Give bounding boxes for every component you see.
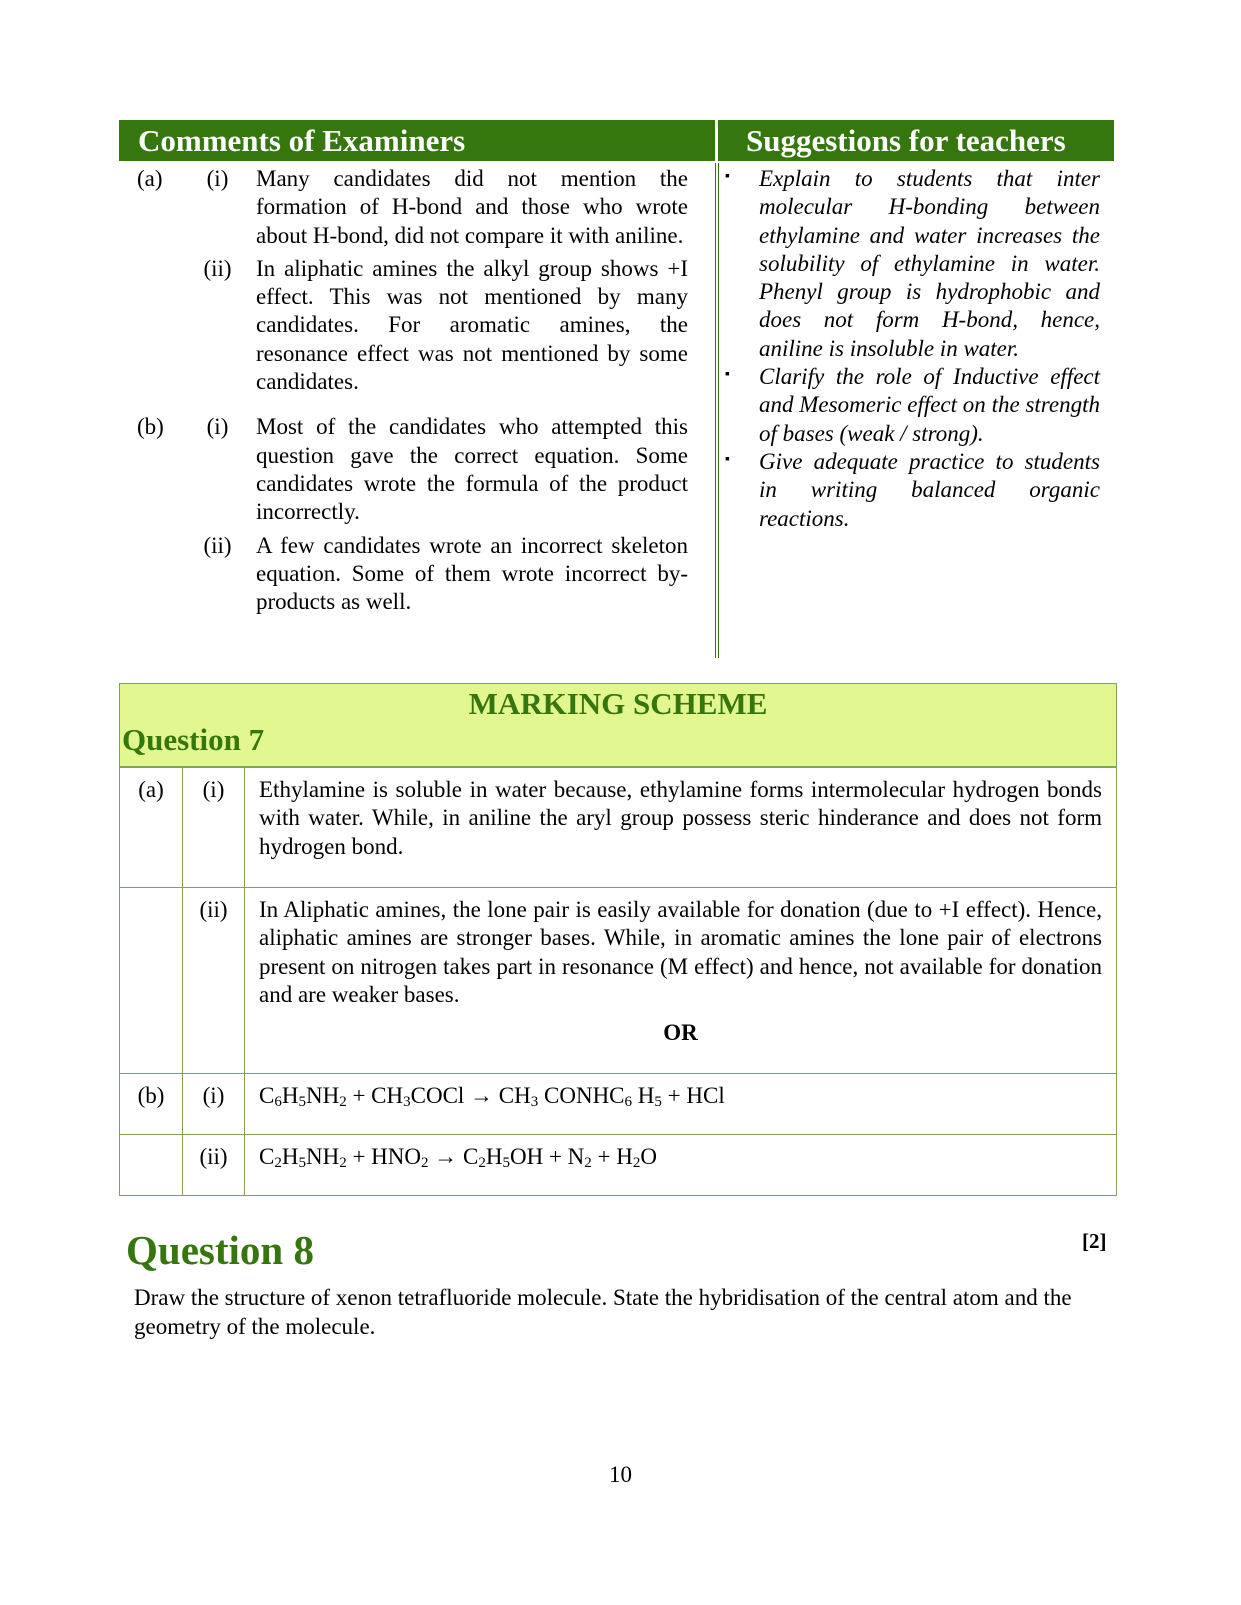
suggestion-item: [719, 363, 1115, 448]
subscript: 5: [298, 1094, 306, 1110]
comment-row: [119, 255, 715, 396]
part-label: (b): [137, 414, 164, 440]
equation-text: H: [281, 1144, 299, 1169]
part-label: [119, 532, 179, 617]
equation-text: H: [485, 1144, 503, 1169]
comments-column: [119, 161, 715, 658]
answer-cell: [245, 888, 1117, 1074]
equation-text: H: [281, 1083, 299, 1108]
part-label: [119, 255, 179, 396]
subscript: 2: [584, 1155, 592, 1171]
marks-label: [2]: [1082, 1229, 1107, 1253]
part-label: (a): [120, 768, 183, 888]
equation-text: OH + N: [509, 1144, 585, 1169]
sub-label: (i): [206, 166, 229, 191]
subscript: 2: [421, 1155, 429, 1171]
suggestion-text: Explain to students that inter molecular H-bonding between ethylamine and water increases the solubility of ethylamine in water. Phenyl group is hydrophobic and does not form H-bond, hence, aniline is insoluble in water.: [759, 166, 1100, 361]
subscript: 5: [298, 1155, 306, 1171]
suggestions-column: [719, 161, 1115, 658]
comment-text: Many candidates did not mention the formation of H-bond and those who wrote about H-bond, did not compare it with aniline.: [256, 166, 688, 248]
or-label: OR: [663, 1020, 698, 1046]
equation-text: COCl → CH: [410, 1083, 531, 1108]
table-row: [120, 1074, 1117, 1135]
suggestion-item: [719, 448, 1115, 533]
part-label: (a): [137, 166, 163, 191]
sub-label: (ii): [203, 532, 232, 558]
subscript: 5: [654, 1094, 662, 1110]
comment-text: Most of the candidates who attempted this question gave the correct equation. Some candidates wrote the formula of the product incorrectly.: [256, 414, 688, 525]
subscript: 3: [530, 1094, 539, 1110]
answer-text: In Aliphatic amines, the lone pair is easily available for donation (due to +I effect). Hence, aliphatic amines are stronger bases. While, in aromatic amines the lone pair of electrons present on nitrogen takes part in resonance (M effect) and hence, not available for donation and are weaker bases.: [259, 897, 1102, 1007]
bullet-icon: ▪: [725, 367, 730, 383]
subscript: 2: [274, 1155, 282, 1171]
part-label: (b): [120, 1074, 183, 1135]
equation-text: + CH: [346, 1083, 404, 1108]
table-row: [120, 768, 1117, 888]
sub-label: (ii): [183, 1135, 245, 1196]
comment-row: [119, 413, 715, 526]
marking-scheme-header: [119, 683, 1117, 767]
suggestion-text: Give adequate practice to students in writing balanced organic reactions.: [759, 448, 1100, 531]
subscript: 2: [632, 1155, 641, 1171]
bullet-icon: ▪: [725, 451, 730, 467]
question-8-text: Draw the structure of xenon tetrafluoride molecule. State the hybridisation of the central atom and the geometry of the molecule.: [134, 1285, 1072, 1339]
sub-label: (i): [183, 1074, 245, 1135]
comment-row: [119, 532, 715, 617]
subscript: 2: [478, 1155, 486, 1171]
subscript: 5: [502, 1155, 510, 1171]
comments-header: Comments of Examiners: [119, 120, 715, 161]
equation-text: NH: [305, 1144, 340, 1169]
comments-table-header: [119, 120, 1117, 161]
marking-scheme-table: [119, 767, 1117, 1196]
part-label: [120, 1135, 183, 1196]
equation: [245, 1074, 1117, 1135]
page-number: 10: [609, 1462, 632, 1487]
equation-text: + HCl: [661, 1083, 725, 1108]
bullet-icon: ▪: [725, 169, 730, 184]
comment-text: A few candidates wrote an incorrect skeleton equation. Some of them wrote incorrect by-products as well.: [256, 532, 688, 615]
equation-text: C: [259, 1144, 275, 1169]
sub-label: (ii): [183, 888, 245, 1074]
subscript: 2: [339, 1155, 347, 1171]
subscript: 3: [403, 1094, 411, 1110]
subscript: 6: [274, 1094, 282, 1110]
comment-text: In aliphatic amines the alkyl group shows +I effect. This was not mentioned by many candidates. For aromatic amines, the resonance effect was not mentioned by some candidates.: [256, 255, 688, 395]
equation-text: + HNO: [346, 1144, 422, 1169]
subscript: 2: [339, 1094, 347, 1110]
sub-label: (i): [206, 414, 229, 440]
equation-text: NH: [305, 1083, 340, 1108]
marking-scheme-title: MARKING SCHEME: [468, 686, 768, 721]
equation-text: + H: [591, 1144, 633, 1169]
table-row: [120, 1135, 1117, 1196]
subscript: 6: [624, 1094, 633, 1110]
equation-text: C: [259, 1083, 275, 1108]
answer-text: Ethylamine is soluble in water because, ethylamine forms intermolecular hydrogen bonds with water. While, in aniline the aryl group possess steric hinderance and does not form hydrogen bond.: [245, 768, 1117, 888]
suggestion-item: [719, 165, 1115, 363]
question-7-title: Question 7: [122, 722, 265, 757]
suggestions-header: Suggestions for teachers: [718, 120, 1114, 161]
equation-text: H: [632, 1083, 655, 1108]
sub-label: (i): [183, 768, 245, 888]
sub-label: (ii): [203, 255, 232, 281]
examiners-comments-table: [119, 120, 1117, 658]
question-8-title: Question 8: [126, 1227, 314, 1273]
equation-text: O: [640, 1144, 658, 1169]
comment-row: [119, 165, 715, 250]
suggestion-text: Clarify the role of Inductive effect and Mesomeric effect on the strength of bases (weak / strong).: [759, 364, 1100, 446]
part-label: [120, 888, 183, 1074]
table-row: [120, 888, 1117, 1074]
equation: [245, 1135, 1117, 1196]
equation-text: → C: [428, 1144, 479, 1169]
equation-text: CONHC: [538, 1083, 625, 1108]
